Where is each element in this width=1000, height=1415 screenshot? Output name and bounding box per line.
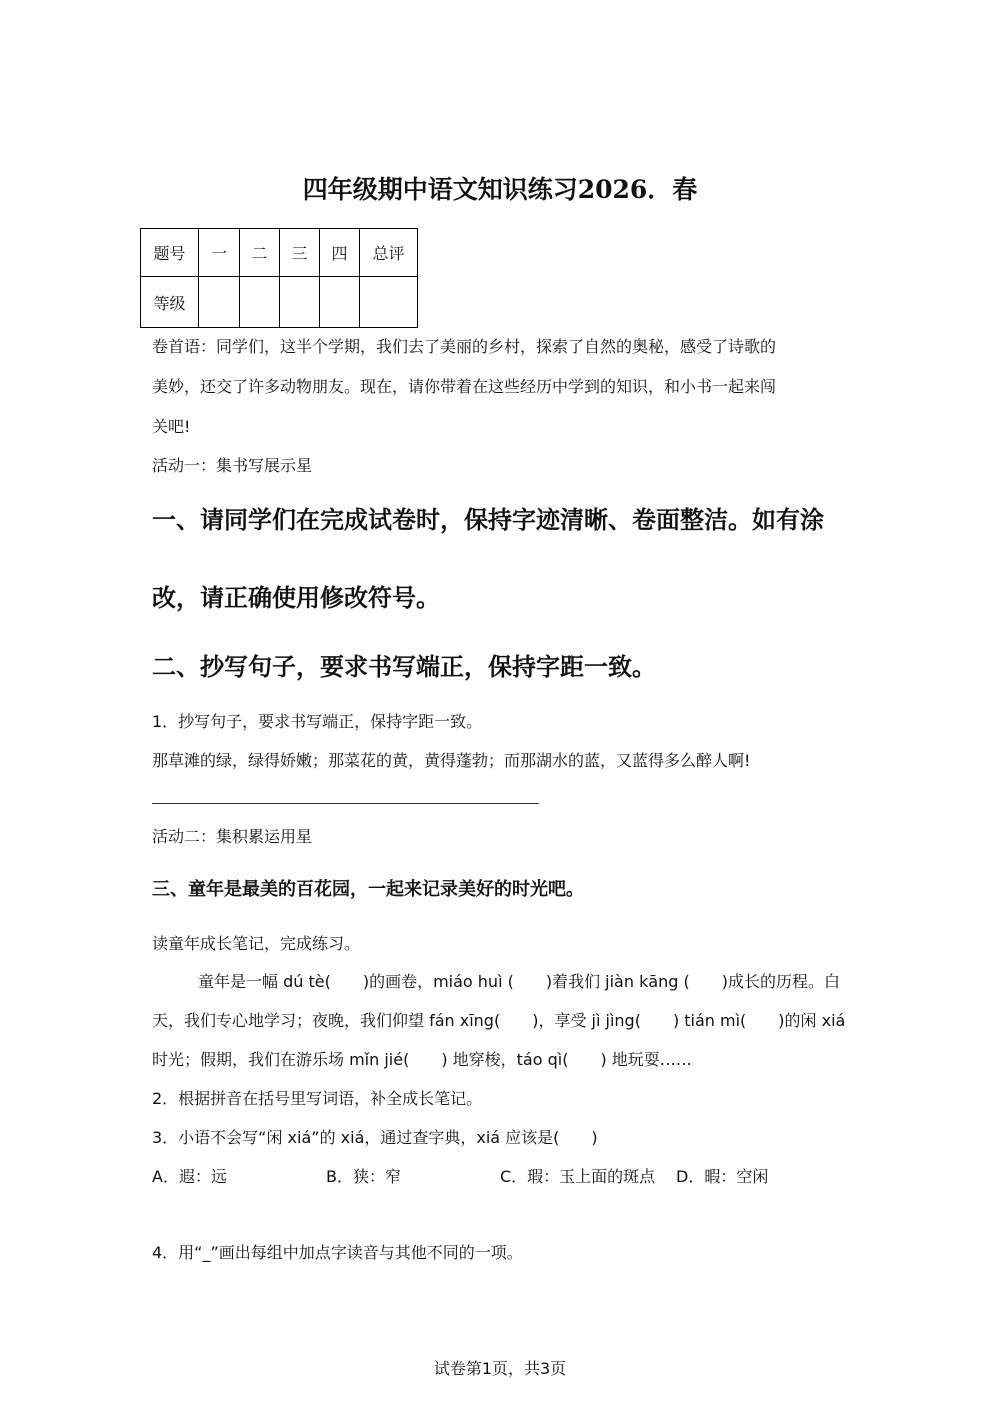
grade-cell-total <box>360 277 418 328</box>
grade-cell-2 <box>240 277 280 328</box>
passage-line-3: 时光；假期，我们在游乐场 mǐn jié( ) 地穿梭，táo qì( ) 地玩耍…… <box>152 1050 692 1069</box>
score-cell-4: 四 <box>320 229 360 277</box>
score-table-header-row <box>141 229 418 277</box>
copy-sentence: 那草滩的绿，绿得娇嫩；那菜花的黄，黄得蓬勃；而那湖水的蓝，又蓝得多么醉人啊! <box>152 751 751 770</box>
grade-cell-3 <box>280 277 320 328</box>
intro-line-1: 卷首语：同学们，这半个学期，我们去了美丽的乡村，探索了自然的奥秘，感受了诗歌的 <box>152 337 777 356</box>
grade-cell-4 <box>320 277 360 328</box>
option-d[interactable]: D．暇：空闲 <box>676 1167 769 1186</box>
score-cell-1: 一 <box>199 229 240 277</box>
intro-line-3: 关吧! <box>152 417 191 436</box>
score-cell-2: 二 <box>240 229 280 277</box>
question-4: 4．用“_”画出每组中加点字读音与其他不同的一项。 <box>152 1243 523 1262</box>
answer-line[interactable] <box>152 803 539 804</box>
section-three-heading: 三、童年是最美的百花园，一起来记录美好的时光吧。 <box>152 879 584 900</box>
reading-instruction: 读童年成长笔记，完成练习。 <box>152 934 361 953</box>
passage-line-2: 天，我们专心地学习；夜晚，我们仰望 fán xīng( )，享受 jì jìng( ) tián mì( )的闲 xiá <box>152 1011 846 1030</box>
score-cell-label: 题号 <box>141 229 199 277</box>
section-one-heading-line-1: 一、请同学们在完成试卷时，保持字迹清晰、卷面整洁。如有涂 <box>152 506 824 534</box>
grade-cell-label: 等级 <box>141 277 199 328</box>
intro-line-2: 美妙，还交了许多动物朋友。现在，请你带着在这些经历中学到的知识，和小书一起来闯 <box>152 377 777 396</box>
option-a[interactable]: A．遐：远 <box>152 1167 227 1186</box>
question-2: 2．根据拼音在括号里写词语，补全成长笔记。 <box>152 1089 483 1108</box>
score-table-grade-row <box>141 277 418 328</box>
score-cell-total: 总评 <box>360 229 418 277</box>
grade-cell-1 <box>199 277 240 328</box>
page-footer: 试卷第1页，共3页 <box>433 1359 567 1378</box>
score-table <box>140 228 418 328</box>
question-3: 3．小语不会写“闲 xiá”的 xiá，通过查字典，xiá 应该是( ) <box>152 1128 598 1147</box>
option-c[interactable]: C．瑕：玉上面的斑点 <box>500 1167 656 1186</box>
activity-two-label: 活动二：集积累运用星 <box>152 827 313 846</box>
activity-one-label: 活动一：集书写展示星 <box>152 456 313 475</box>
question-1: 1．抄写句子，要求书写端正，保持字距一致。 <box>152 712 483 731</box>
option-b[interactable]: B．狭：窄 <box>326 1167 401 1186</box>
section-two-heading: 二、抄写句子，要求书写端正，保持字距一致。 <box>152 653 656 681</box>
section-one-heading-line-2: 改，请正确使用修改符号。 <box>152 584 440 612</box>
page-title: 四年级期中语文知识练习2026．春 <box>302 175 698 204</box>
passage-line-1: 童年是一幅 dú tè( )的画卷，miáo huì ( )着我们 jiàn kāng ( )成长的历程。白 <box>198 972 841 991</box>
score-cell-3: 三 <box>280 229 320 277</box>
